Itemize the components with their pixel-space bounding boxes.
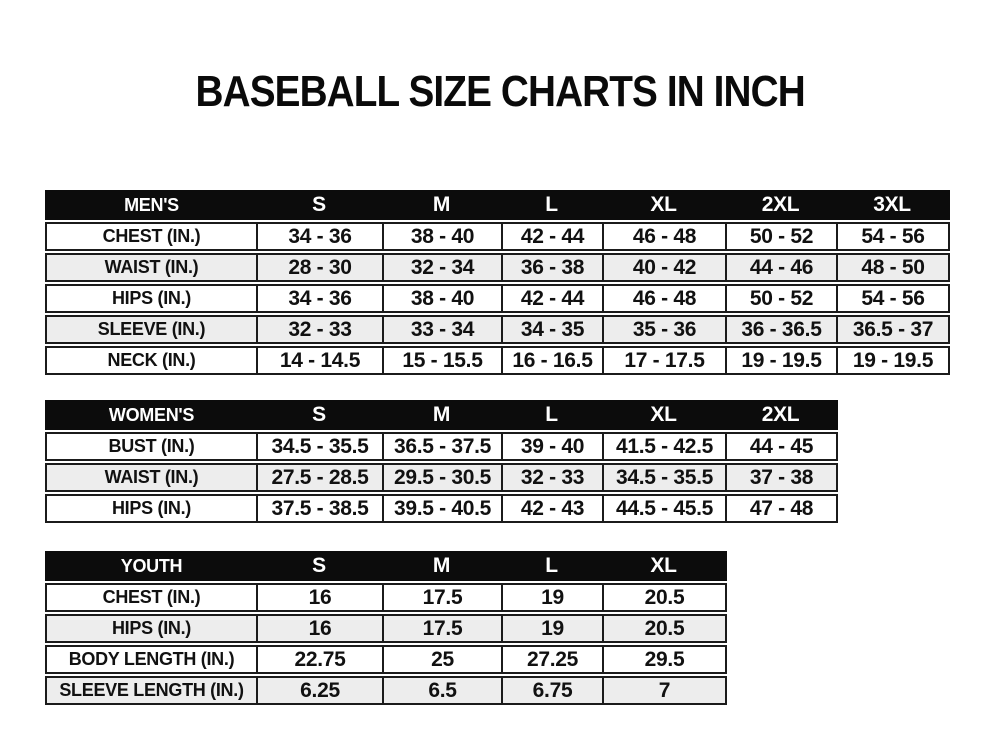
table-row: [45, 645, 727, 674]
table-row: [45, 614, 727, 643]
measurement-value-cell: 29.5: [602, 647, 725, 672]
measurement-value-cell: 17.5: [382, 616, 501, 641]
measurement-value-cell: 32 - 34: [382, 255, 501, 280]
youth-size-table: [45, 551, 727, 705]
measurement-value-cell: 19 - 19.5: [725, 348, 836, 373]
womens-size-table: [45, 400, 838, 523]
measurement-value-cell: 41.5 - 42.5: [602, 434, 725, 459]
measurement-value-cell: 15 - 15.5: [382, 348, 501, 373]
measurement-value-cell: 6.5: [382, 678, 501, 703]
measurement-value-cell: 35 - 36: [602, 317, 725, 342]
mens-group-label: MEN'S: [124, 194, 179, 215]
measurement-label-cell: NECK (IN.): [107, 350, 196, 370]
measurement-label-cell: HIPS (IN.): [111, 288, 191, 308]
measurement-label-cell: WAIST (IN.): [104, 257, 199, 277]
size-column-header: M: [432, 403, 451, 426]
measurement-value-cell: 19 - 19.5: [836, 348, 948, 373]
table-row: [45, 494, 838, 523]
size-column-header: L: [545, 193, 558, 216]
measurement-label-cell: BUST (IN.): [108, 436, 195, 456]
measurement-value-cell: 42 - 43: [501, 496, 602, 521]
measurement-value-cell: 34 - 36: [256, 224, 382, 249]
size-column-header: XL: [650, 554, 677, 577]
size-column-header: S: [312, 193, 326, 216]
measurement-value-cell: 27.5 - 28.5: [256, 465, 382, 490]
table-row: [45, 222, 950, 251]
mens-size-table: [45, 190, 950, 375]
measurement-value-cell: 54 - 56: [836, 286, 948, 311]
measurement-value-cell: 36.5 - 37: [836, 317, 948, 342]
measurement-label-cell: HIPS (IN.): [111, 498, 191, 518]
youth-header-row: [45, 551, 727, 581]
measurement-value-cell: 14 - 14.5: [256, 348, 382, 373]
measurement-value-cell: 16 - 16.5: [501, 348, 602, 373]
mens-header-row: [45, 190, 950, 220]
measurement-value-cell: 48 - 50: [836, 255, 948, 280]
measurement-value-cell: 19: [501, 585, 602, 610]
size-column-header: S: [312, 403, 326, 426]
measurement-value-cell: 47 - 48: [725, 496, 836, 521]
measurement-value-cell: 40 - 42: [602, 255, 725, 280]
table-row: [45, 583, 727, 612]
page-title-text: BASEBALL SIZE CHARTS IN INCH: [195, 67, 805, 116]
measurement-value-cell: 6.75: [501, 678, 602, 703]
measurement-value-cell: 33 - 34: [382, 317, 501, 342]
table-row: [45, 346, 950, 375]
measurement-label-cell: BODY LENGTH (IN.): [68, 649, 235, 669]
measurement-value-cell: 34.5 - 35.5: [602, 465, 725, 490]
measurement-label-cell: CHEST (IN.): [102, 226, 201, 246]
measurement-value-cell: 20.5: [602, 616, 725, 641]
measurement-value-cell: 39.5 - 40.5: [382, 496, 501, 521]
measurement-value-cell: 25: [382, 647, 501, 672]
measurement-value-cell: 36 - 36.5: [725, 317, 836, 342]
size-column-header: M: [432, 193, 451, 216]
measurement-value-cell: 42 - 44: [501, 224, 602, 249]
measurement-value-cell: 34 - 36: [256, 286, 382, 311]
table-row: [45, 315, 950, 344]
measurement-value-cell: 37 - 38: [725, 465, 836, 490]
measurement-value-cell: 7: [602, 678, 725, 703]
measurement-value-cell: 20.5: [602, 585, 725, 610]
measurement-value-cell: 19: [501, 616, 602, 641]
measurement-value-cell: 17.5: [382, 585, 501, 610]
measurement-value-cell: 36.5 - 37.5: [382, 434, 501, 459]
measurement-value-cell: 28 - 30: [256, 255, 382, 280]
size-column-header: S: [312, 554, 326, 577]
measurement-value-cell: 37.5 - 38.5: [256, 496, 382, 521]
measurement-value-cell: 27.25: [501, 647, 602, 672]
measurement-value-cell: 38 - 40: [382, 286, 501, 311]
measurement-value-cell: 42 - 44: [501, 286, 602, 311]
measurement-value-cell: 16: [256, 585, 382, 610]
measurement-value-cell: 6.25: [256, 678, 382, 703]
measurement-label-cell: WAIST (IN.): [104, 467, 199, 487]
youth-group-label: YOUTH: [120, 555, 183, 576]
size-column-header: 2XL: [761, 193, 800, 216]
womens-group-label: WOMEN'S: [108, 404, 195, 425]
measurement-value-cell: 34 - 35: [501, 317, 602, 342]
table-row: [45, 676, 727, 705]
measurement-value-cell: 44 - 45: [725, 434, 836, 459]
measurement-value-cell: 50 - 52: [725, 224, 836, 249]
measurement-value-cell: 44 - 46: [725, 255, 836, 280]
size-column-header: M: [432, 554, 451, 577]
measurement-label-cell: CHEST (IN.): [102, 587, 201, 607]
measurement-label-cell: HIPS (IN.): [111, 618, 191, 638]
measurement-value-cell: 50 - 52: [725, 286, 836, 311]
measurement-label-cell: SLEEVE LENGTH (IN.): [59, 680, 244, 700]
size-column-header: XL: [650, 193, 677, 216]
measurement-value-cell: 54 - 56: [836, 224, 948, 249]
table-row: [45, 253, 950, 282]
measurement-value-cell: 36 - 38: [501, 255, 602, 280]
measurement-value-cell: 17 - 17.5: [602, 348, 725, 373]
table-row: [45, 432, 838, 461]
measurement-value-cell: 38 - 40: [382, 224, 501, 249]
size-column-header: 2XL: [761, 403, 800, 426]
measurement-value-cell: 46 - 48: [602, 286, 725, 311]
measurement-value-cell: 44.5 - 45.5: [602, 496, 725, 521]
size-column-header: 3XL: [873, 193, 911, 216]
measurement-value-cell: 16: [256, 616, 382, 641]
measurement-value-cell: 32 - 33: [256, 317, 382, 342]
measurement-value-cell: 39 - 40: [501, 434, 602, 459]
measurement-value-cell: 46 - 48: [602, 224, 725, 249]
size-column-header: L: [545, 403, 558, 426]
measurement-value-cell: 32 - 33: [501, 465, 602, 490]
measurement-value-cell: 29.5 - 30.5: [382, 465, 501, 490]
measurement-label-cell: SLEEVE (IN.): [97, 319, 206, 339]
measurement-value-cell: 22.75: [256, 647, 382, 672]
table-row: [45, 284, 950, 313]
measurement-value-cell: 34.5 - 35.5: [256, 434, 382, 459]
size-column-header: L: [545, 554, 558, 577]
page-title: [0, 67, 1000, 116]
size-column-header: XL: [650, 403, 677, 426]
table-row: [45, 463, 838, 492]
womens-header-row: [45, 400, 838, 430]
